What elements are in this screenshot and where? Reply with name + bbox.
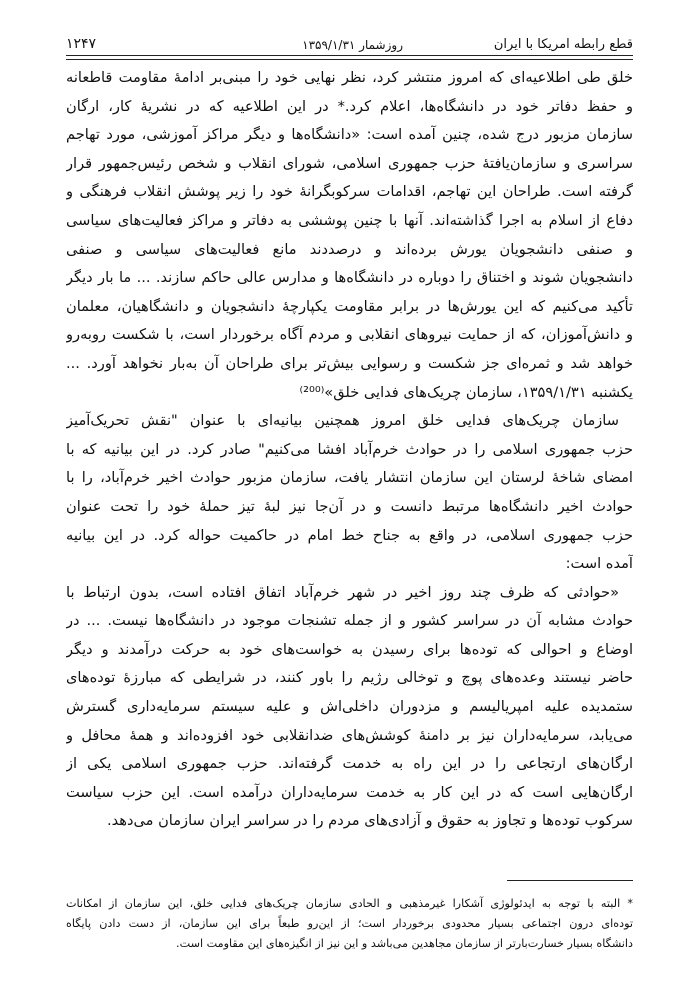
footnote-separator [507, 880, 633, 881]
text-line: گرفته است. طراحان این تهاجم، اقدامات سرکوبگرانهٔ خود را زیر پوشش انقلاب فرهنگی و [66, 183, 633, 201]
footnote [66, 894, 633, 954]
text-line: و حفظ دفاتر خود در دانشگاه‌ها، اعلام کرد.* در این اطلاعیه که در نشریهٔ کار، ارگان [66, 97, 633, 115]
text-line: حوادث اخیر دانشگاه‌ها مرتبط دانست و در آن‌جا نیز لبهٔ تیز حملهٔ خود را تحت عنوان [66, 497, 633, 515]
text-line: یکشنبه ۱۳۵۹/۱/۳۱، سازمان چریک‌های فدایی خلق»⁽²⁰⁰⁾ [299, 383, 633, 401]
footnote-line: توده‌ای درون اجتماعی بسیار محدودی برخوردار است؛ از این‌رو طبعاً برای این سازمان، از دست دادن پایگاه [66, 917, 633, 930]
text-line: حاضر نیستند وعده‌های پوچ و توخالی رژیم را باور کنند، در شرایطی که مبارزهٔ توده‌های [66, 669, 633, 687]
text-line: دفاع از اسلام به اجرا گذاشته‌اند. آنها با چنین پوششی به دفاتر و مراکز فعالیت‌های سیاسی [66, 211, 633, 229]
text-line: و صنفی دانشجویان یورش برده‌اند و درصددند مانع فعالیت‌های سیاسی و صنفی [66, 240, 633, 258]
text-line: می‌یابد، سرمایه‌داران نیز بر دامنهٔ کوشش‌های ضدانقلابی خود افزوده‌اند و همهٔ محافل و [66, 726, 633, 744]
text-line: خواهد شد و ثمره‌ای جز شکست و رسوایی بیش‌تر برای طراحان آن به‌بار نخواهد آورد. ... [66, 354, 633, 372]
header-double-rule [66, 55, 633, 60]
text-line: دانشجویان شوند و اختناق را دوباره در دانشگاه‌ها و مدارس عالی حاکم سازند. ... ما بار دیگر [66, 269, 633, 287]
text-line: تأکید می‌کنیم که این یورش‌ها در برابر مقاومت یکپارچهٔ دانشجویان و دانشگاهیان، معلمان [66, 297, 633, 315]
text-line: سرکوب توده‌ها و تجاوز به حقوق و آزادی‌های مردم را در سراسر ایران سازمان می‌دهد. [106, 812, 633, 830]
body-text [66, 64, 633, 836]
text-line: «حوادثی که ظرف چند روز اخیر در شهر خرم‌آباد اتفاق افتاده است، بدون ارتباط با [66, 583, 619, 601]
running-title: قطع رابطه امریکا با ایران [493, 37, 633, 52]
running-date: روزشمار ۱۳۵۹/۱/۳۱ [302, 38, 403, 52]
text-line: سازمان مزبور درج شده، چنین آمده است: «دانشگاه‌ها و دیگر مراکز آموزشی، مورد تهاجم [66, 126, 633, 144]
text-line: حزب جمهوری اسلامی، در واقع به جناح خط امام در حاکمیت حواله کرد. در این بیانیه [66, 526, 633, 544]
text-line: اوضاع و احوالی که توده‌ها برای رسیدن به خواست‌های خود به حرکت درآمدند و دیگر [66, 640, 633, 658]
footnote-line: * البته با توجه به ایدئولوژی آشکارا غیرمذهبی و الحادی سازمان چریک‌های فدایی خلق، این سازمان از امکانات [66, 897, 633, 910]
text-line: ارگان‌هایی است که در این کار به خدمت سرمایه‌داران درآمده است. این حزب سیاست [66, 783, 633, 801]
text-line: خلق طی اطلاعیه‌ای که امروز منتشر کرد، نظر نهایی خود را مبنی‌بر ادامهٔ مقاومت قاطعانه [66, 69, 633, 86]
text-line: ستمدیده علیه امپریالیسم و مزدوران داخلی‌اش و علیه سیستم سرمایه‌داری گسترش [66, 698, 633, 716]
text-line: سراسری و سازمان‌یافتهٔ حزب جمهوری اسلامی، شورای انقلاب و شخص رئیس‌جمهور قرار [66, 154, 633, 172]
text-line: و دانش‌آموزان، که از حمایت نیروهای انقلابی و مردم آگاه برخوردار است، با شکست روبه‌رو [66, 326, 633, 344]
text-line: آمده است: [565, 555, 633, 573]
text-line: سازمان چریک‌های فدایی خلق امروز همچنین بیانیه‌ای با عنوان "نقش تحریک‌آمیز [66, 412, 619, 430]
text-line: حزب جمهوری اسلامی را در حوادث خرم‌آباد افشا می‌کنیم" صادر کرد. در این بیانیه که با [66, 440, 633, 458]
running-header [66, 30, 633, 54]
text-line: امضای شاخهٔ لرستان این سازمان انتشار یافت، سازمان مزبور حوادث اخیر خرم‌آباد، را با [66, 469, 633, 487]
text-line: حوادث مشابه آن در سراسر کشور و از جمله تشنجات موجود در دانشگاه‌ها نیست. ... در [66, 612, 633, 630]
page-number: ۱۲۴۷ [66, 36, 97, 52]
text-line: ارگان‌های ارتجاعی را در این راه به خدمت گرفته‌اند. حزب جمهوری اسلامی یکی از [66, 755, 633, 773]
footnote-line: دانشگاه بسیار خسارت‌بارتر از سازمان مجاهدین می‌باشد و این نیز از انگیزه‌های این مقاومت است. [176, 937, 633, 950]
